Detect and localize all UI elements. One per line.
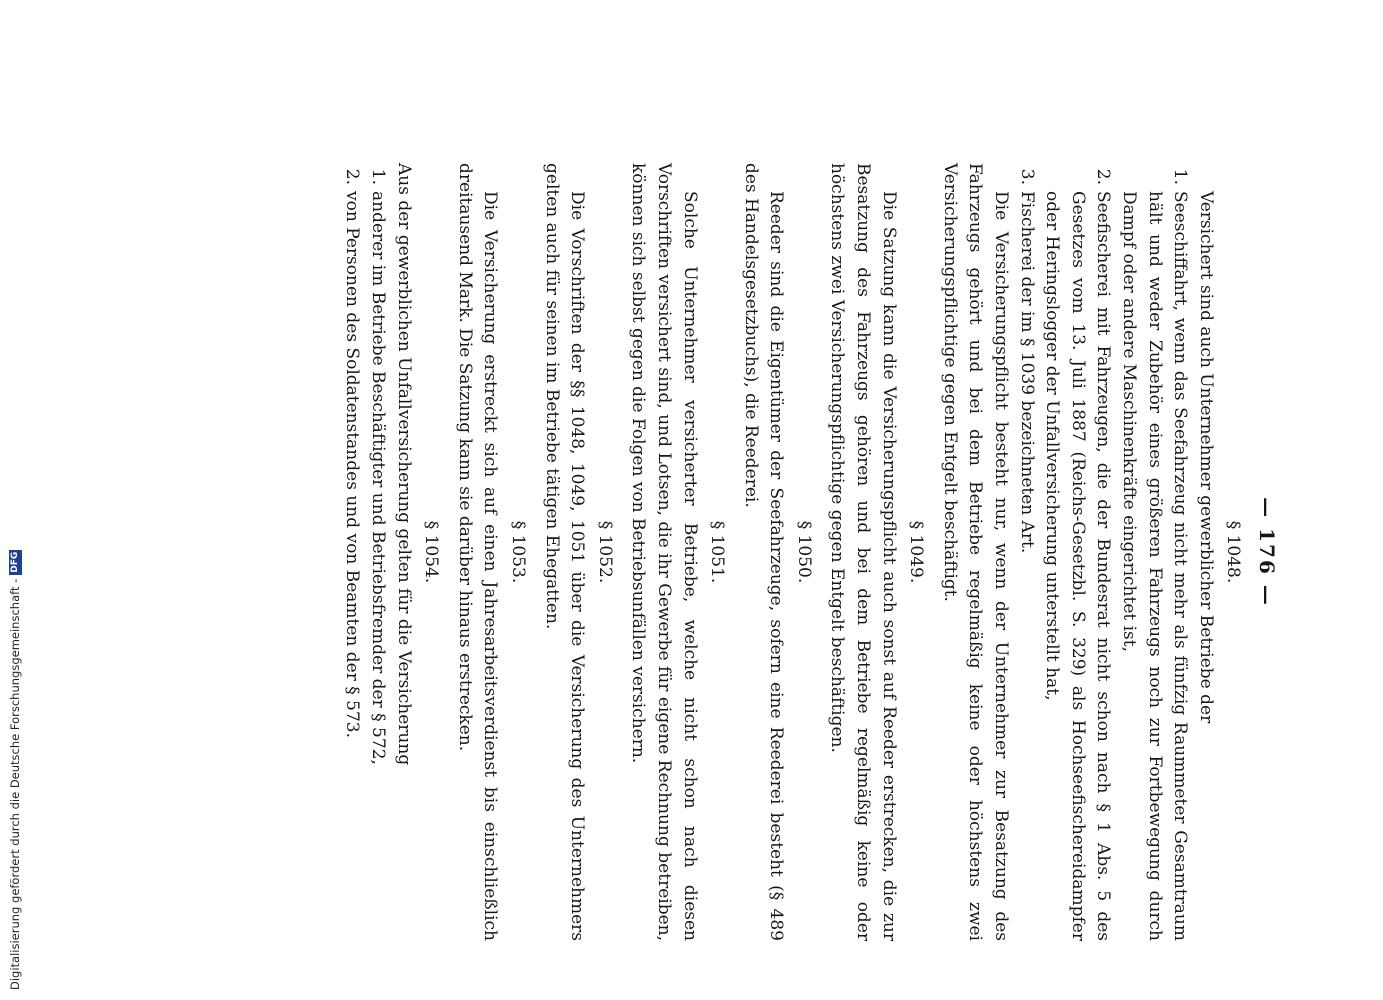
section-1048	[936, 163, 1245, 941]
section-1049-text: Die Satzung kann die Versicherungspflicht auch sonst auf Reeder erstrecken, die zur Besatzung des Fahrzeugs gehören und bei dem Betriebe regelmäßig keine oder höchstens zwei Versicherungspflichtige gegen Entgelt beschäftigen.	[827, 163, 899, 941]
item-text: Seefischerei mit Fahrzeugen, die der Bundesrat nicht schon nach § 1 Abs. 5 des Gesetzes vom 13. Juli 1887 (Reichs-Gesetzbl. S. 329) als Hochseefischereidampfer oder Heringslogger der Unfallversicherung unterstellt hat,	[1042, 191, 1114, 941]
footer-credit-text: Digitalisierung gefördert durch die Deutsche Forschungsgemeinschaft -	[8, 578, 22, 990]
item-number: 1.	[368, 168, 388, 185]
item-text: Seeschiffahrt, wenn das Seefahrzeug nicht mehr als fünfzig Raummeter Gesamtraum hält und weder Zubehör eines größeren Fahrzeugs noch zur Fortbewegung durch Dampf oder andere Maschinenkräfte eingerichtet ist,	[1119, 191, 1191, 941]
section-1048-closing: Die Versicherungspflicht besteht nur, wenn der Unternehmer zur Besatzung des Fahrzeugs gehört und bei dem Betriebe regelmäßig keine oder höchstens zwei Versicherungspflichtige gegen Entgelt beschäftigt.	[939, 163, 1012, 941]
section-1054-item-2	[339, 163, 365, 941]
section-1053	[451, 163, 530, 941]
page-number: — 176 —	[1255, 497, 1279, 607]
item-number: 1.	[1170, 168, 1191, 185]
item-text: von Personen des Soldatenstandes und von Beamten der § 573.	[342, 191, 363, 738]
section-1048-item-3	[1013, 163, 1039, 941]
section-1051	[625, 163, 729, 941]
section-1054	[339, 163, 443, 941]
section-1050-title: § 1050.	[793, 520, 814, 584]
section-1053-text: Die Versicherung erstreckt sich auf einen Jahresarbeitsverdienst bis einschließlich dreitausend Mark. Die Satzung kann sie darüber hinaus erstrecken.	[454, 163, 501, 941]
page-text-block	[197, 137, 1287, 967]
item-text: Fischerei der im § 1039 bezeichneten Art.	[1016, 191, 1037, 554]
item-number: 2.	[1093, 168, 1114, 185]
section-1049	[824, 163, 928, 941]
section-1052	[538, 163, 617, 941]
section-1050-text: Reeder sind die Eigentümer der Seefahrzeuge, sofern eine Reederei besteht (§ 489 des Handelsgesetzbuchs), die Reederei.	[740, 163, 787, 941]
item-number: 3.	[1016, 168, 1037, 185]
section-1054-title: § 1054.	[421, 520, 442, 584]
section-1048-item-2	[1039, 163, 1116, 941]
digitization-footer	[8, 550, 22, 990]
section-1053-title: § 1053.	[507, 520, 528, 584]
item-number: 2.	[342, 168, 363, 185]
section-1054-item-1	[364, 163, 390, 941]
section-1051-title: § 1051.	[707, 520, 728, 584]
section-1050	[737, 163, 816, 941]
section-1052-title: § 1052.	[594, 520, 615, 584]
section-1052-text: Die Vorschriften der §§ 1048, 1049, 1051 über die Versicherung des Unternehmers gelten auch für seinen im Betriebe tätigen Ehegatten.	[541, 163, 588, 941]
section-1051-text: Solche Unternehmer versicherter Betriebe, welche nicht schon nach diesen Vorschriften versichert sind, und Lotsen, die ihr Gewerbe für eigene Rechnung betreiben, können sich selbst gegen die Folgen von Betriebsunfällen versichern.	[628, 163, 700, 941]
section-1049-title: § 1049.	[906, 520, 927, 584]
item-text: anderer im Betriebe Beschäftigter und Betriebsfremder der § 572,	[368, 191, 388, 765]
section-1048-intro: Versichert sind auch Unternehmer gewerblicher Betriebe der	[1195, 191, 1216, 724]
section-1048-title: § 1048.	[1223, 520, 1244, 584]
section-1054-intro: Aus der gewerblichen Unfallversicherung gelten für die Versicherung	[393, 163, 414, 766]
dfg-logo-icon: DFG	[9, 551, 20, 573]
section-1048-item-1	[1115, 163, 1192, 941]
